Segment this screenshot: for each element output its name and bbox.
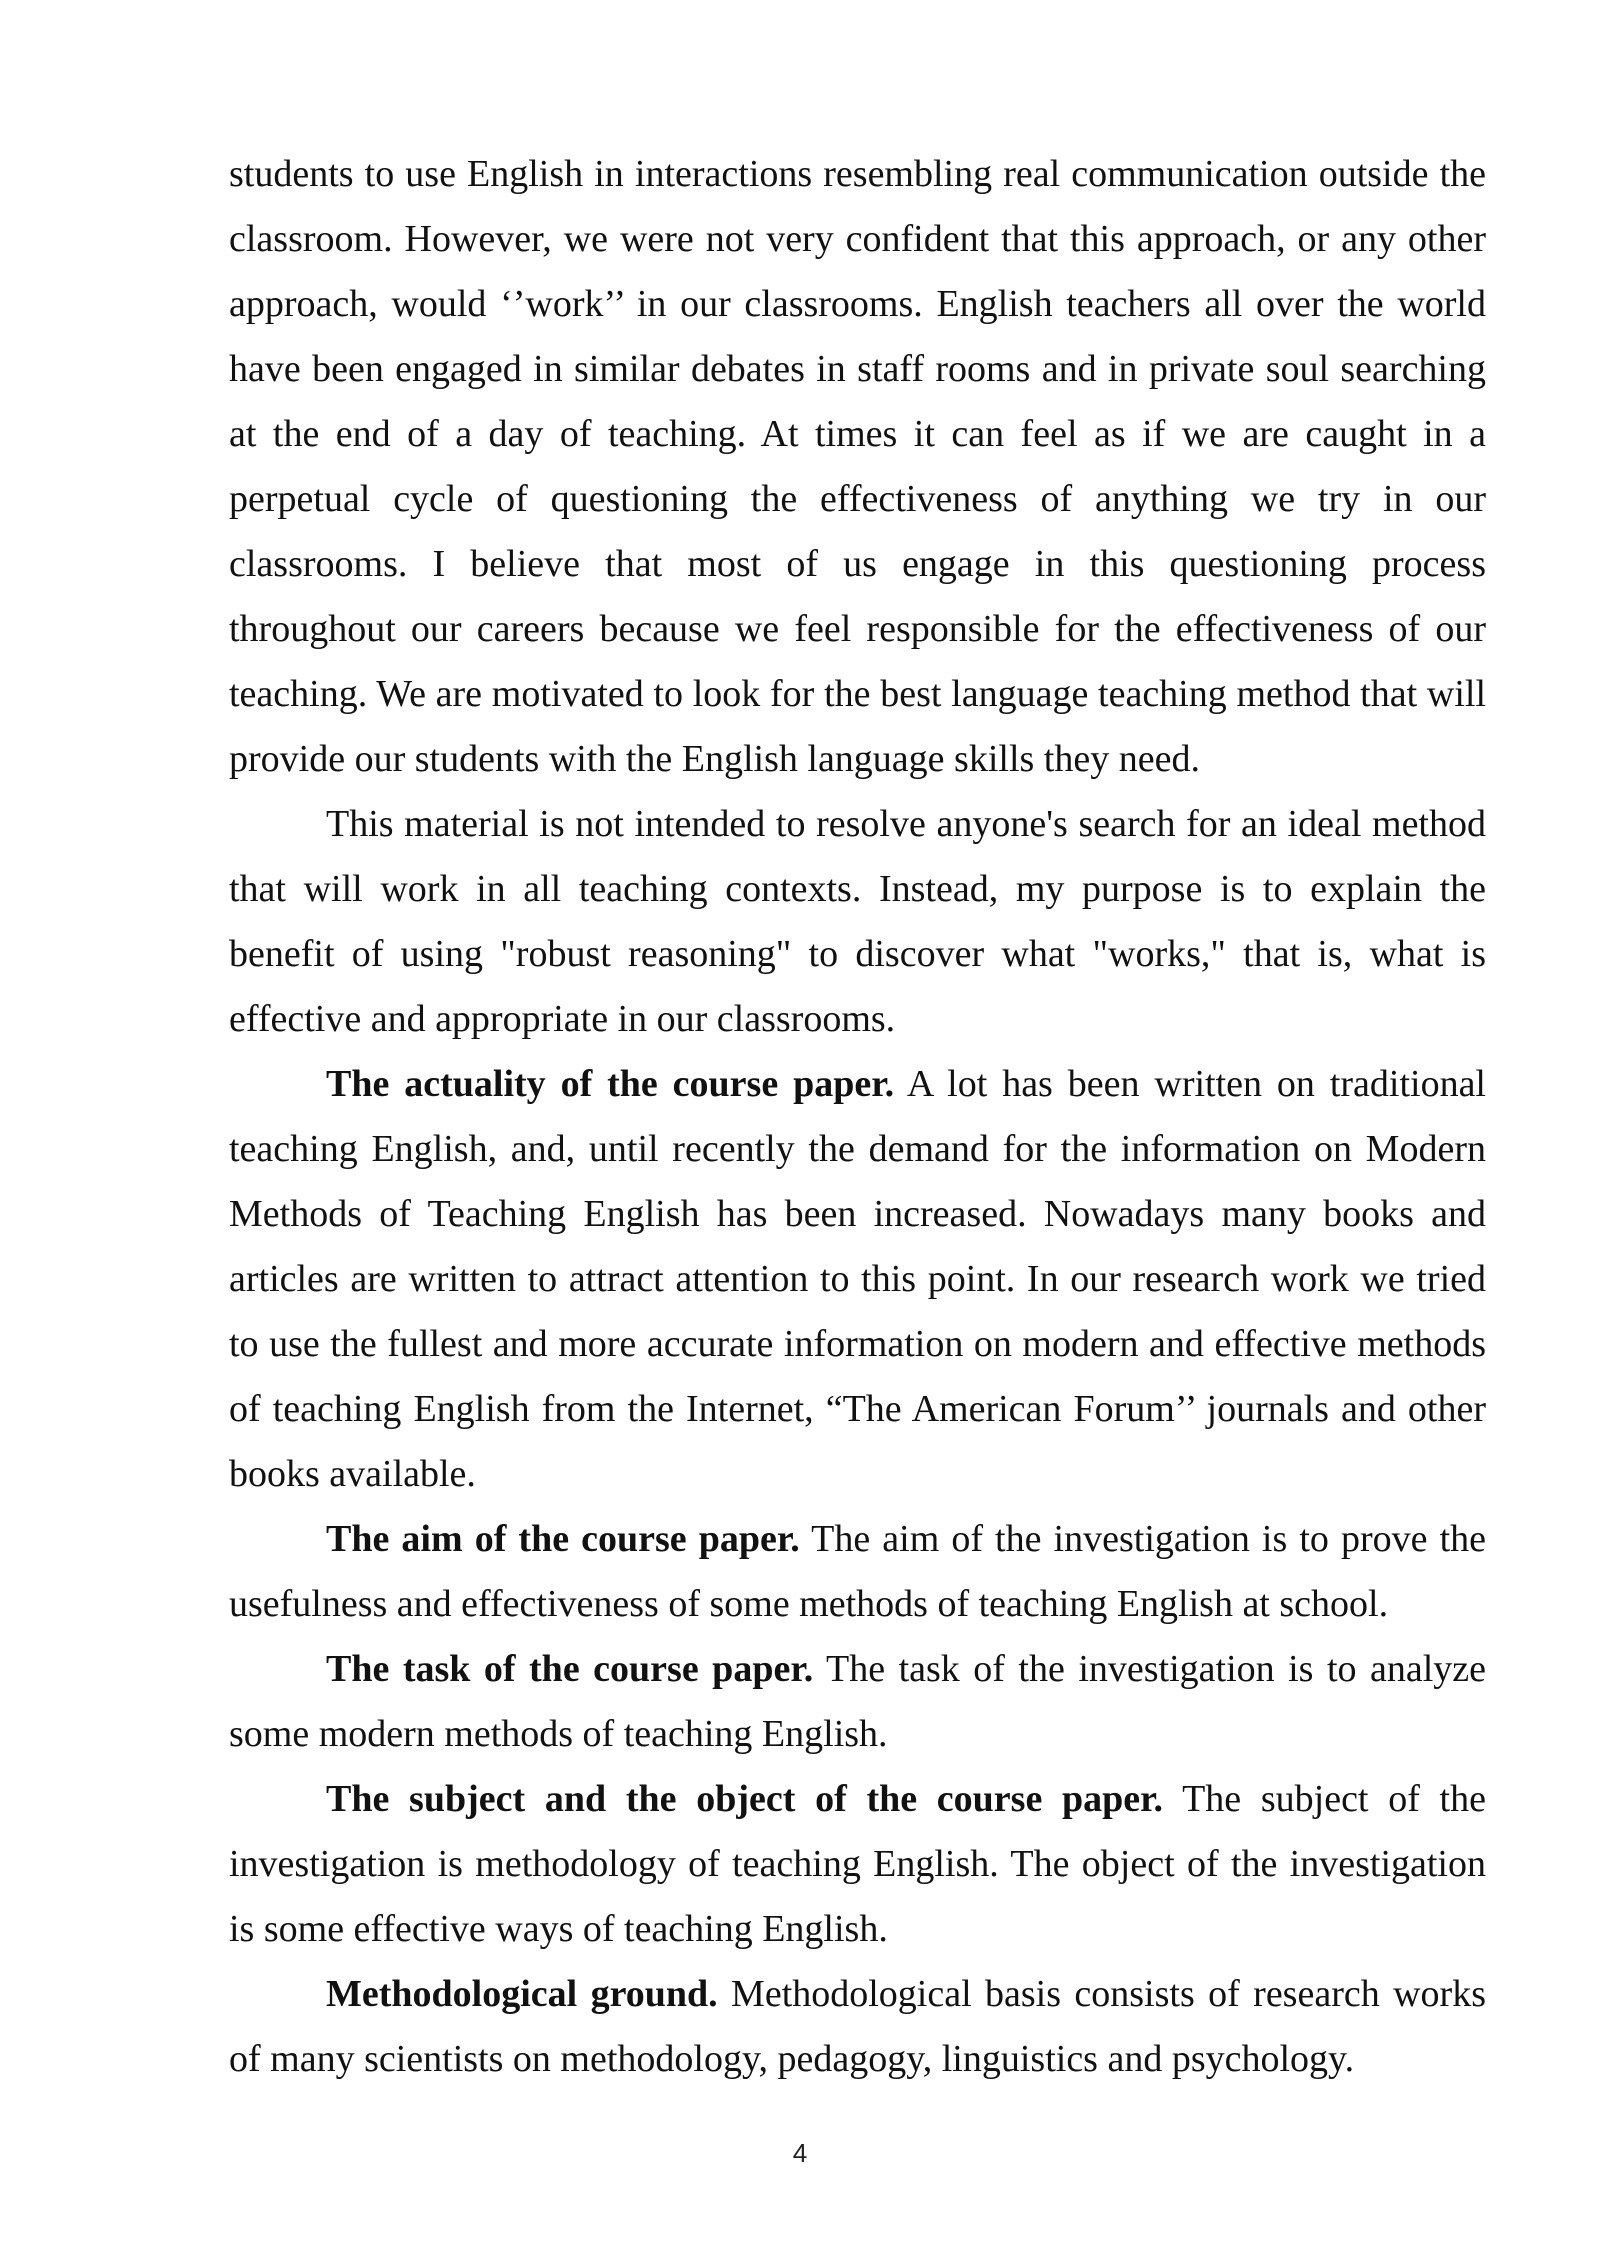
aim-text: The aim of the investigation is to prove the usefulness and effectiveness of some methods of teaching English at school. (229, 1518, 1486, 1625)
page-number: 4 (792, 2138, 808, 2168)
actuality-heading: The actuality of the course paper. (326, 1063, 895, 1105)
task-text: The task of the investigation is to analyze some modern methods of teaching English. (229, 1648, 1487, 1755)
task-paragraph (229, 1637, 1486, 1767)
material-purpose-paragraph: This material is not intended to resolve anyone's search for an ideal method that will work in all teaching contexts. Instead, my purpose is to explain the benefit of using "robust reasoning" to discover what "works," that is, what is effective and appropriate in our classrooms. (229, 803, 1486, 1040)
subject-object-paragraph (229, 1767, 1486, 1962)
actuality-paragraph (229, 1052, 1486, 1507)
methodological-ground-text: Methodological basis consists of research works of many scientists on methodology, pedagogy, linguistics and psychology. (229, 1973, 1486, 2080)
aim-heading: The aim of the course paper. (326, 1518, 800, 1560)
aim-paragraph (229, 1507, 1486, 1637)
page-body (229, 142, 1486, 2092)
actuality-text: A lot has been written on traditional teaching English, and, until recently the demand for the information on Modern Methods of Teaching English has been increased. Nowadays many books and articles are written to attract attention to this point. In our research work we tried to use the fullest and more accurate information on modern and effective methods of teaching English from the Internet, “The American Forum’’ journals and other books available. (229, 1063, 1486, 1495)
subject-object-text: The subject of the investigation is methodology of teaching English. The object of the investigation is some effective ways of teaching English. (229, 1778, 1486, 1950)
methodological-ground-paragraph (229, 1962, 1486, 2092)
task-heading: The task of the course paper. (326, 1648, 814, 1690)
methodological-ground-heading: Methodological ground. (326, 1973, 718, 2015)
intro-paragraph-continued: students to use English in interactions resembling real communication outside the classroom. However, we were not very confident that this approach, or any other approach, would ‘’work’’ in our classrooms. English teachers all over the world have been engaged in similar debates in staff rooms and in private soul searching at the end of a day of teaching. At times it can feel as if we are caught in a perpetual cycle of questioning the effectiveness of anything we try in our classrooms. I believe that most of us engage in this questioning process throughout our careers because we feel responsible for the effectiveness of our teaching. We are motivated to look for the best language teaching method that will provide our students with the English language skills they need. (229, 153, 1486, 780)
subject-object-heading: The subject and the object of the course paper. (326, 1778, 1164, 1820)
